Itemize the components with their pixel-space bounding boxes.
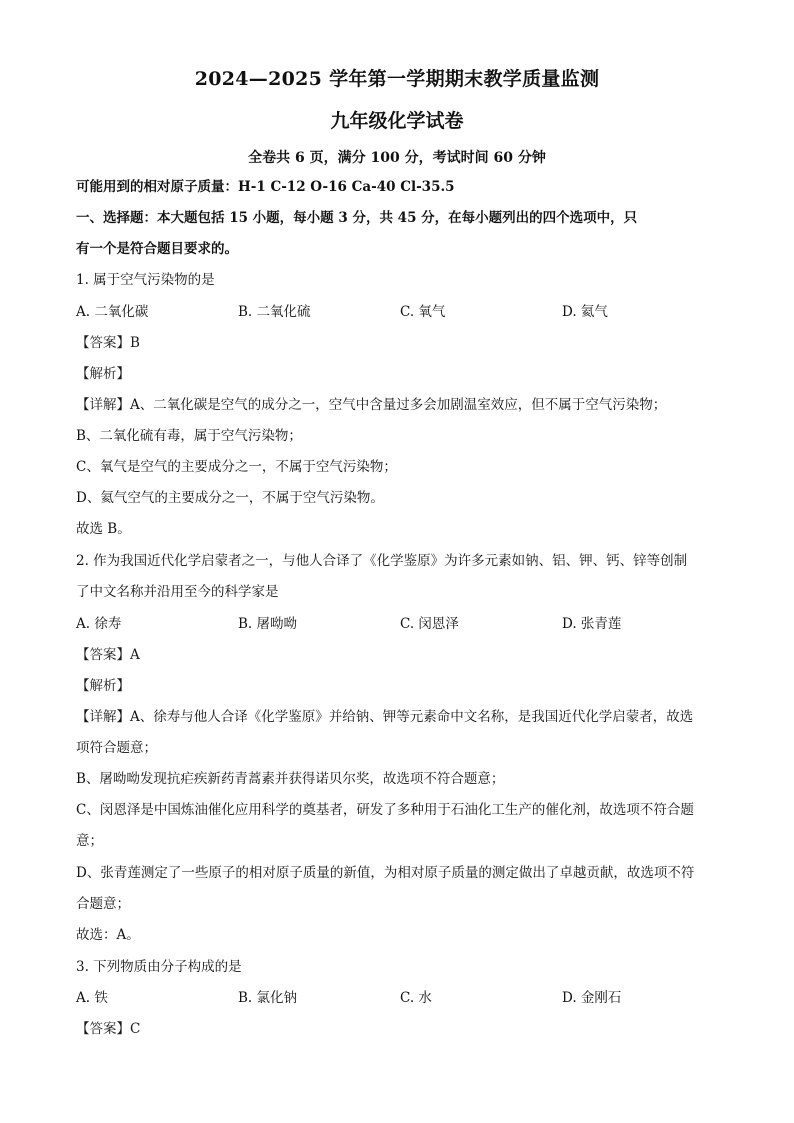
q2-answer: 【答案】A [76, 647, 140, 663]
q1-conclusion: 故选 B。 [76, 521, 131, 537]
q2-detail-line: B、屠呦呦发现抗疟疾新药青蒿素并获得诺贝尔奖，故选项不符合题意； [76, 771, 505, 787]
section-instructions-line2: 有一个是符合题目要求的。 [76, 241, 238, 257]
q1-option-d: D. 氦气 [562, 304, 608, 320]
q2-detail-line: 项符合题意； [76, 740, 157, 756]
q2-detail-line: C、闵恩泽是中国炼油催化应用科学的奠基者，研发了多种用于石油化工生产的催化剂，故选项不符合题 [76, 802, 694, 818]
section-instructions-line1: 一、选择题：本大题包括 15 小题，每小题 3 分，共 45 分，在每小题列出的四个选项中，只 [76, 210, 638, 226]
q2-option-d: D. 张青莲 [562, 616, 622, 632]
q2-option-c: C. 闵恩泽 [400, 616, 459, 632]
q2-conclusion: 故选：A。 [76, 927, 140, 943]
atomic-masses: 可能用到的相对原子质量：H-1 C-12 O-16 Ca-40 Cl-35.5 [76, 179, 455, 195]
q1-detail-line: C、氧气是空气的主要成分之一，不属于空气污染物； [76, 459, 397, 475]
q2-detail-line: 意； [76, 833, 103, 849]
q3-stem: 3. 下列物质由分子构成的是 [76, 959, 242, 975]
q3-option-d: D. 金刚石 [562, 990, 622, 1006]
q2-detail-line: 【详解】A、徐寿与他人合译《化学鉴原》并给钠、钾等元素命中文名称，是我国近代化学启蒙者，故选 [76, 709, 694, 725]
q2-detail-line: 合题意； [76, 896, 130, 912]
q2-stem-line1: 2. 作为我国近代化学启蒙者之一，与他人合译了《化学鉴原》为许多元素如钠、铝、钾、钙、锌等创制 [76, 553, 688, 569]
exam-title: 2024—2025 学年第一学期期末教学质量监测 [194, 68, 600, 90]
q3-option-c: C. 水 [400, 990, 432, 1006]
q3-answer: 【答案】C [76, 1021, 141, 1037]
exam-subtitle: 九年级化学试卷 [330, 110, 464, 132]
q3-option-a: A. 铁 [76, 990, 108, 1006]
q1-detail-line: 【详解】A、二氧化碳是空气的成分之一，空气中含量过多会加剧温室效应，但不属于空气污染物； [76, 397, 667, 413]
q1-analysis-label: 【解析】 [76, 366, 130, 382]
q1-detail-line: B、二氧化硫有毒，属于空气污染物； [76, 428, 302, 444]
q1-detail-line: D、氦气空气的主要成分之一，不属于空气污染物。 [76, 490, 384, 506]
q2-option-a: A. 徐寿 [76, 616, 122, 632]
q2-detail-line: D、张青莲测定了一些原子的相对原子质量的新值，为相对原子质量的测定做出了卓越贡献，故选项不符 [76, 865, 695, 881]
q1-option-c: C. 氧气 [400, 304, 446, 320]
q2-analysis-label: 【解析】 [76, 678, 130, 694]
q2-option-b: B. 屠呦呦 [238, 616, 298, 632]
q1-option-a: A. 二氧化碳 [76, 304, 149, 320]
q1-stem: 1. 属于空气污染物的是 [76, 272, 215, 288]
exam-info: 全卷共 6 页，满分 100 分，考试时间 60 分钟 [248, 150, 546, 166]
q1-option-b: B. 二氧化硫 [238, 304, 311, 320]
q2-stem-line2: 了中文名称并沿用至今的科学家是 [76, 584, 279, 600]
q3-option-b: B. 氯化钠 [238, 990, 298, 1006]
q1-answer: 【答案】B [76, 335, 140, 351]
